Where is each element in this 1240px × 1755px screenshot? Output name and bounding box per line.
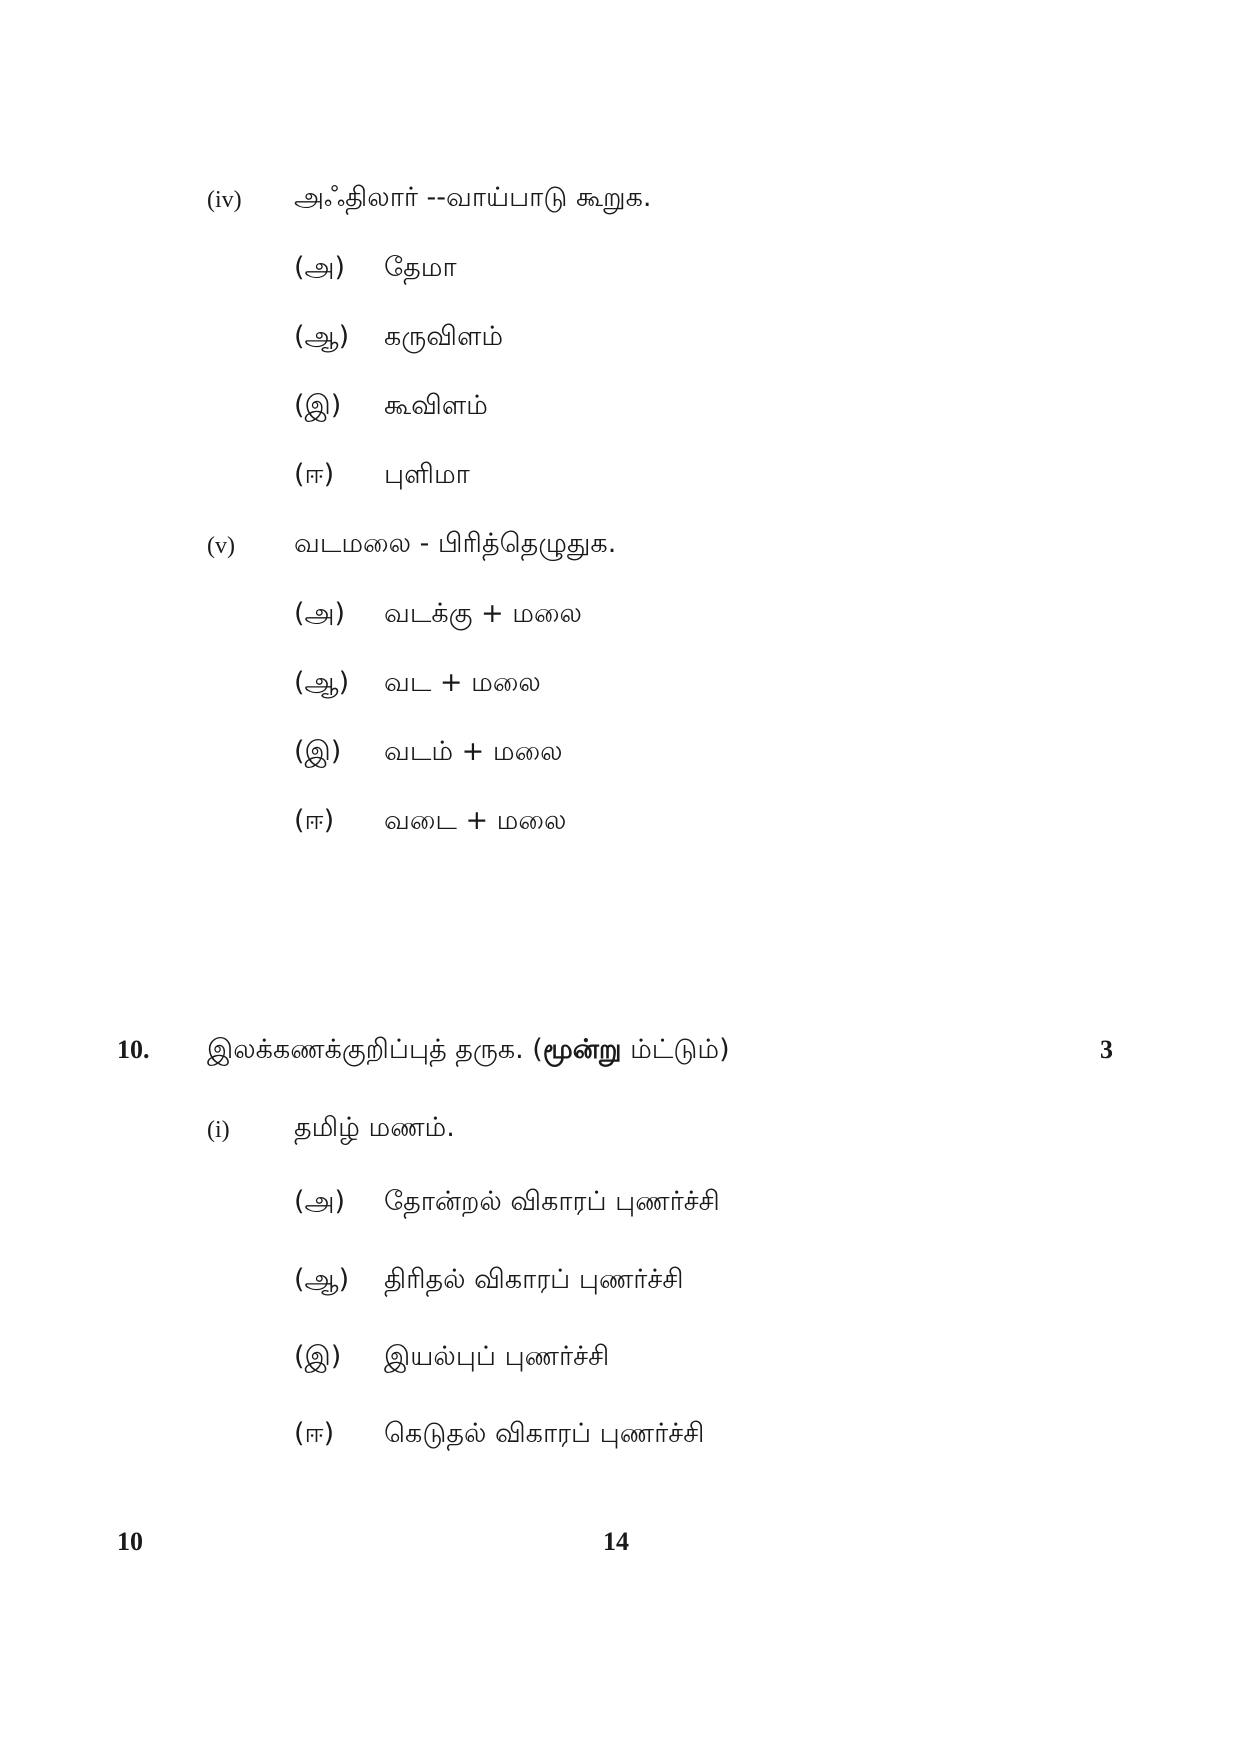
option-marker: (அ) (294, 252, 346, 283)
option-text: தேமா (384, 252, 457, 283)
question-number: (v) (207, 533, 235, 559)
option-marker: (ஆ) (294, 321, 350, 352)
page-number: 14 (603, 1527, 629, 1556)
option-text: வட + மலை (384, 667, 541, 698)
question-number: (i) (207, 1117, 230, 1143)
option-text: வடம் + மலை (384, 736, 563, 767)
question-text: தமிழ் மணம். (294, 1112, 455, 1143)
option-text: இயல்புப் புணர்ச்சி (384, 1341, 610, 1372)
option-text: வடை + மலை (384, 805, 567, 836)
option-marker: (ஆ) (294, 667, 350, 698)
option-marker: (ஈ) (294, 459, 335, 490)
option-marker: (அ) (294, 598, 346, 629)
question-text-emphasis: மூன்று (542, 1034, 622, 1065)
question-text (207, 1036, 730, 1063)
option-text: புளிமா (384, 459, 470, 490)
option-text: தோன்றல் விகாரப் புணர்ச்சி (384, 1186, 720, 1217)
paper-code: 10 (117, 1527, 143, 1556)
option-marker: (அ) (294, 1186, 346, 1217)
question-text-part: இலக்கணக்குறிப்புத் தருக. ( (207, 1034, 543, 1065)
option-text: திரிதல் விகாரப் புணர்ச்சி (384, 1264, 684, 1295)
option-marker: (இ) (294, 736, 342, 767)
question-text-part: ம்ட்டும்) (621, 1034, 730, 1065)
marks-value: 3 (1100, 1035, 1113, 1064)
option-text: வடக்கு + மலை (384, 598, 582, 629)
question-text: வடமலை - பிரித்தெழுதுக. (294, 528, 617, 559)
question-number: 10. (117, 1035, 150, 1064)
option-marker: (ஆ) (294, 1264, 350, 1295)
option-text: கெடுதல் விகாரப் புணர்ச்சி (384, 1418, 705, 1449)
option-text: கூவிளம் (384, 390, 488, 421)
question-number: (iv) (207, 187, 242, 213)
option-marker: (ஈ) (294, 805, 335, 836)
option-marker: (இ) (294, 1341, 342, 1372)
question-text: அஃதிலார் --வாய்பாடு கூறுக. (294, 182, 652, 213)
option-marker: (ஈ) (294, 1418, 335, 1449)
option-marker: (இ) (294, 390, 342, 421)
option-text: கருவிளம் (384, 321, 504, 352)
